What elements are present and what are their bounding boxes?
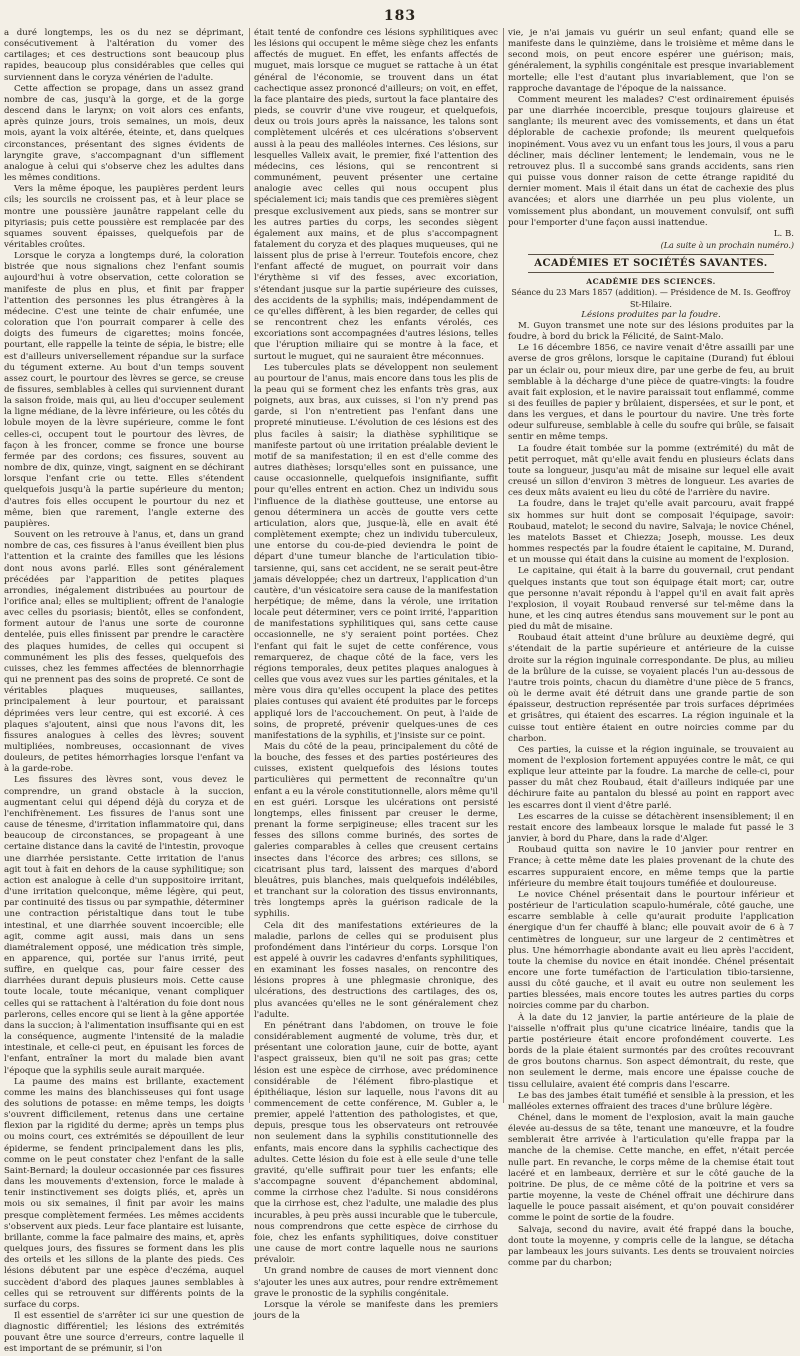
column-left bbox=[4, 28, 244, 1355]
column-divider bbox=[249, 28, 250, 1103]
paragraph: La paume des mains est brillante, exactement comme les mains des blanchisseuses qui font usage des solutions de potasse: en même temps, les doigts s'ouvrent difficilement, retenus dans une certaine flexion par la rigidité du derme; après un temps plus ou moins court, ces extrémités se dépouillent de leur épiderme, se fendent principalement dans les plis, comme on le peut constater chez l'enfant de la salle Saint-Bernard; la douleur occasionnée par ces fissures dans les mouvements d'extension, force le malade à tenir instinctivement ses doigts pliés, et, après un mois ou six semaines, il finit par avoir les mains presque complètement fermées. Les mêmes accidents s'observent aux pieds. Leur face plantaire est luisante, brillante, comme la face palmaire des mains, et, après quelques jours, des fissures se forment dans les plis des orteils et les sillons de la plante des pieds. Ces lésions débutent par une espèce d'eczéma, auquel succèdent d'abord des plaques jaunes semblables à celles qui se retrouvent sur différents points de la surface du corps. bbox=[4, 1076, 244, 1310]
paragraph: Souvent on les retrouve à l'anus, et, dans un grand nombre de cas, ces fissures à l'anus éveillent bien plus l'attention et la crainte des familles que les lésions dont nous avons parlé. Elles sont généralement précédées par l'apparition de petites plaques arrondies, inégalement distribuées au pourtour de l'orifice anal; elles se multiplient; offrent de l'analogie avec celles du psoriasis; bientôt, elles se confondent, forment autour de l'anus une sorte de couronne dentelée, puis elles finissent par prendre le caractère des plaques humides, de celles qui occupent si communément les plis des fesses, quelquefois des cuisses, chez les femmes affectées de blennorrhagie qui ne prennent pas des soins de propreté. Ce sont de véritables plaques muqueuses, saillantes, principalement à leur pourtour, et paraissant déprimées vers leur centre, qui est excorié. À ces plaques s'ajoutent, ainsi que nous l'avons dit, les fissures analogues à celles des lèvres; souvent multipliées, nombreuses, occasionnant de vives douleurs, de petites hémorrhagies lorsque l'enfant va à la garde-robe. bbox=[4, 530, 244, 775]
page-number: 183 bbox=[383, 8, 417, 24]
section-rule bbox=[528, 254, 774, 255]
paragraph: était tenté de confondre ces lésions syphilitiques avec les lésions qui occupent le même siège chez les enfants affectés de muguet. En effet, les enfants affectés de muguet, mais lorsque ce muguet se rattache à un état général de l'économie, se trouvent dans un état cachectique assez prononcé d'ailleurs; on voit, en effet, la face plantaire des pieds, surtout la face plantaire des pieds, se couvrir d'une vive rougeur, et quelquefois, deux ou trois jours après la naissance, les talons sont complètement ulcérés et ces ulcérations s'observent aussi à la peau des malléoles internes. Ces lésions, sur lesquelles Valleix avait, le premier, fixé l'attention des médecins, ces lésions, qui se rencontrent si communément, peuvent présenter une certaine analogie avec celles qui nous occupent plus spécialement ici; mais tandis que ces premières siègent presque exclusivement aux pieds, sans se montrer sur les autres parties du corps, les secondes siègent également aux mains, et de plus s'accompagnent fatalement du coryza et des plaques muqueuses, qui ne laissent plus de prise à l'erreur. Toutefois encore, chez l'enfant affecté de muguet, on pourrait voir dans l'érythème si vif des fesses, avec excoriation, s'étendant jusque sur la partie supérieure des cuisses, des accidents de la syphilis; mais, indépendamment de ce qu'elles diffèrent, à les bien regarder, de celles qui se rencontrent chez les enfants vérolés, ces excoriations sont accompagnées d'autres lésions, telles que l'éruption miliaire qui se montre à la face, et surtout le muguet, qui ne sauraient être méconnues. bbox=[254, 28, 498, 362]
column-middle bbox=[254, 28, 498, 1321]
article-subhead: Lésions produites par la foudre. bbox=[581, 309, 721, 320]
paragraph: M. Guyon transmet une note sur des lésions produites par la foudre, à bord du brick la Félicité, de Saint-Malo. bbox=[508, 320, 794, 343]
paragraph: Les fissures des lèvres sont, vous devez le comprendre, un grand obstacle à la succion, augmentant celui qui dépend déjà du coryza et de l'enchifrènement. Les fissures de l'anus sont une cause de ténesme, d'irritation inflammatoire qui, dans beaucoup de circonstances, se propageant à une certaine distance dans la cavité de l'intestin, provoque une diarrhée persistante. Cette irritation de l'anus agit tout à fait en dehors de la cause syphilitique; son action est analogue à celle d'un suppositoire irritant, d'une irritation quelconque, même légère, qui peut, par continuité des tissus ou par sympathie, déterminer une contraction péristaltique dans tout le tube intestinal, et une diarrhée souvent incoercible; elle agit, comme agit aussi, mais dans un sens diamétralement opposé, une médication très simple, en apparence, qui, portée sur l'anus irrité, peut suffire, en quelque cas, pour faire cesser des diarrhées durant depuis plusieurs mois. Cette cause toute locale, toute mécanique, venant compliquer celles qui se rattachent à l'altération du foie dont nous parlerons, celles encore qui se lient à la gêne apportée dans la succion; à l'alimentation insuffisante qui en est la conséquence, augmente l'intensité de la maladie intestinale, et celle-ci peut, en épuisant les forces de l'enfant, entraîner la mort du malade bien avant l'époque que la syphilis seule aurait marquée. bbox=[4, 775, 244, 1076]
paragraph: La foudre, dans le trajet qu'elle avait parcouru, avait frappé six hommes sur huit dont se composait l'équipage, savoir: Roubaud, matelot; le second du navire, Salvaja; le novice Chénel, les matelots Basset et Chiezza; Joseph, mousse. Les deux hommes respectés par la foudre étaient le capitaine, M. Durand, et un mousse qui était dans la cuisine au moment de l'explosion. bbox=[508, 499, 794, 566]
paragraph: Lorsque le coryza a longtemps duré, la coloration bistrée que nous signalions chez l'enfant soumis aujourd'hui à votre observation, cette coloration se manifeste de plus en plus, et finit par frapper l'attention des personnes les plus étrangères à la médecine. C'est une teinte de chair enfumée, une coloration que l'on pourrait comparer à celle des doigts des fumeurs de cigarettes; moins foncée, pourtant, elle rappelle la teinte de sépia, le bistre; elle est d'ailleurs universellement répandue sur la surface du tégument externe. Au bout d'un temps souvent assez court, le pourtour des lèvres se gerce, se creuse de fissures, semblables à celles qui surviennent durant la saison froide, mais qui, au lieu d'occuper seulement la ligne médiane, de la lèvre inférieure, ou les côtés du lobule moyen de la lèvre supérieure, comme le font celles-ci, occupent tout le pourtour des lèvres, de façon à les froncer, comme se fronce une bourse fermée par des cordons; ces fissures, souvent au nombre de dix, quinze, vingt, saignent en se déchirant lorsque l'enfant crie ou tette. Elles s'étendent quelquefois jusqu'à la partie supérieure du menton; d'autres fois elles occupent le pourtour du nez et même, bien que rarement, l'angle externe des paupières. bbox=[4, 251, 244, 529]
continuation-note: (La suite à un prochain numéro.) bbox=[660, 240, 794, 250]
paragraph: À la date du 12 janvier, la partie antérieure de la plaie de l'aisselle n'offrait plus qu'une cicatrice linéaire, tandis que la partie postérieure était encore profondément couverte. Les bords de la plaie étaient surmontés par des croûtes recouvrant de gros boutons charnus. Son aspect démontrait, du reste, que non seulement le derme, mais encore une épaisse couche de tissu cellulaire, avaient été compris dans l'escarre. bbox=[508, 1012, 794, 1090]
academy-heading: ACADÉMIE DES SCIENCES. bbox=[586, 277, 716, 287]
column-right bbox=[508, 28, 794, 1269]
section-title: ACADÉMIES ET SOCIÉTÉS SAVANTES. bbox=[534, 258, 768, 270]
paragraph: Chénel, dans le moment de l'explosion, avait la main gauche élevée au-dessus de sa tête, tenant une manœuvre, et la foudre semblerait être arrivée à l'articulation qu'elle frappa par la manche de la chemise. Cette manche, en effet, n'était percée nulle part. En revanche, le corps même de la chemise était tout lacéré et en lambeaux, derrière et sur le côté gauche de la poitrine. De plus, de ce même côté de la poitrine et vers sa partie moyenne, la veste de Chénel offrait une déchirure dans laquelle le pouce passait aisément, et qu'on pouvait considérer comme le point de sortie de la foudre. bbox=[508, 1113, 794, 1224]
paragraph: Ces parties, la cuisse et la région inguinale, se trouvaient au moment de l'explosion fortement appuyées contre le mât, ce qui explique leur atteinte par la foudre. La marche de celle-ci, pour passer du mât chez Roubaud, était d'ailleurs indiquée par une déchirure faite au pantalon du blessé au point en rapport avec les escarres dont il vient d'être parlé. bbox=[508, 744, 794, 811]
paragraph: Un grand nombre de causes de mort viennent donc s'ajouter les unes aux autres, pour rendre extrêmement grave le pronostic de la syphilis congénitale. bbox=[254, 1266, 498, 1299]
paragraph: Le 16 décembre 1856, ce navire venait d'être assailli par une averse de gros grêlons, lorsque le capitaine (Durand) fut ébloui par un éclair ou, pour mieux dire, par une gerbe de feu, au bruit semblable à la décharge d'une pièce de quatre-vingts: la foudre avait fait explosion, et le navire paraissait tout enflammé, comme si des feuilles de papier y brûlaient, dispersées, et sur le pont, et dans les vergues, et dans le pourtour du navire. Une très forte odeur sulfureuse, semblable à celle du soufre qui brûle, se faisait sentir en même temps. bbox=[508, 343, 794, 443]
paragraph: Vers la même époque, les paupières perdent leurs cils; les sourcils ne croissent pas, et à leur place se montre une poussière jaunâtre rappelant celle du pityriasis; puis cette poussière est remplacée par des squames souvent épaisses, quelquefois par de véritables croûtes. bbox=[4, 184, 244, 250]
paragraph: Le novice Chénel présentait dans le pourtour inférieur et postérieur de l'articulation scapulo-humérale, côté gauche, une escarre semblable à celle qu'aurait produite l'application énergique d'un fer chauffé à blanc; elle pouvait avoir de 6 à 7 centimètres de longueur, sur une largeur de 2 centimètres et plus. Une hémorrhagie abondante avait eu lieu après l'accident, toute la chemise du novice en était inondée. Chénel présentait encore une forte tuméfaction de l'articulation tibio-tarsienne, aussi du côté gauche, et il avait eu outre non seulement les parties blessées, mais encore toutes les autres parties du corps noircies comme par du charbon. bbox=[508, 889, 794, 1012]
column-divider bbox=[503, 28, 504, 1103]
section-rule bbox=[528, 272, 774, 273]
paragraph: vie, je n'ai jamais vu guérir un seul enfant; quand elle se manifeste dans le quinzième, dans le troisième et même dans le second mois, on peut encore espérer une guérison; mais, généralement, la syphilis congénitale est presque invariablement mortelle; elle l'est d'autant plus invariablement, que l'on se rapproche davantage de l'époque de la naissance. bbox=[508, 28, 794, 94]
paragraph: Le bas des jambes était tuméfié et sensible à la pression, et les malléoles externes offraient des traces d'une brûlure légère. bbox=[508, 1090, 794, 1112]
paragraph: Il est essentiel de s'arrêter ici sur une question de diagnostic différentiel; les lésions des extrémités pouvant être une source d'erreurs, contre laquelle il est important de se prémunir, si l'on bbox=[4, 1310, 244, 1355]
paragraph: Comment meurent les malades? C'est ordinairement épuisés par une diarrhée incoercible, presque toujours glaireuse et sanglante; ils meurent avec des vomissements, et dans un état déplorable de cachexie profonde; ils meurent quelquefois inopinément. Vous avez vu un enfant tous les jours, il vous a paru décliner, mais décliner lentement; le lendemain, vous ne le retrouvez plus. Il a succombé sans grands accidents, sans rien qui puisse vous donner raison de cette étrange rapidité du dernier moment. Mais il était dans un état de cachexie des plus avancées; et alors une diarrhée un peu plus violente, un vomissement plus abondant, un mouvement convulsif, ont suffi pour l'emporter d'une façon aussi inattendue. bbox=[508, 94, 794, 228]
paragraph: En pénétrant dans l'abdomen, on trouve le foie considérablement augmenté de volume, très dur, et présentant une coloration jaune, cuir de botte, ayant l'aspect graisseux, bien qu'il ne soit pas gras; cette lésion est une espèce de cirrhose, avec prédominence considérable de l'élément fibro-plastique et épithéliaque, lésion sur laquelle, nous l'avons dit au commencement de cette conférence, M. Gubler a, le premier, appelé l'attention des pathologistes, et que, depuis, presque tous les observateurs ont retrouvée non seulement dans la syphilis constitutionnelle des enfants, mais encore dans la syphilis cachectique des adultes. Cette lésion du foie est à elle seule d'une telle gravité, qu'elle suffirait pour tuer les enfants; elle s'accompagne souvent d'épanchement abdominal, comme la cirrhose chez l'adulte. Si nous considérons que la cirrhose est, chez l'adulte, une maladie des plus incurables, à peu près aussi incurable que le tubercule, nous comprendrons que cette espèce de cirrhose du foie, chez les enfants syphilitiques, doive constituer une cause de mort contre laquelle nous ne saurions prévaloir. bbox=[254, 1020, 498, 1266]
paragraph: Salvaja, second du navire, avait été frappé dans la bouche, dont toute la moyenne, y compris celle de la langue, se détacha par lambeaux les jours suivants. Les dents se trouvaient noircies comme par du charbon; bbox=[508, 1224, 794, 1269]
paragraph: Lorsque la vérole se manifeste dans les premiers jours de la bbox=[254, 1299, 498, 1321]
paragraph: Cette affection se propage, dans un assez grand nombre de cas, jusqu'à la gorge, et de la gorge descend dans le larynx; on voit alors ces enfants, après quinze jours, trois semaines, un mois, deux mois, ayant la voix altérée, éteinte, et, dans quelques circonstances, présentant des signes évidents de laryngite grave, s'accompagnant d'un sifflement analogue à celui qui s'observe chez les adultes dans les mêmes conditions. bbox=[4, 83, 244, 184]
paragraph: Le capitaine, qui était à la barre du gouvernail, crut pendant quelques instants que tout son équipage était mort; car, outre que personne n'avait répondu à l'appel qu'il en avait fait après l'explosion, il voyait Roubaud renversé sur tel-même dans la hune, et les cinq autres étendus sans mouvement sur le pont au pied du mât de misaine. bbox=[508, 566, 794, 633]
paragraph: Cela dit des manifestations extérieures de la maladie, parlons de celles qui se produisent plus profondément dans l'intérieur du corps. Lorsque l'on est appelé à ouvrir les cadavres d'enfants syphilitiques, en examinant les fosses nasales, on rencontre des lésions propres à une phlegmasie chronique, des ulcérations, des destructions des cartilages, des os, plus avancées qu'elles ne le sont généralement chez l'adulte. bbox=[254, 920, 498, 1020]
author-signature: L. B. bbox=[773, 228, 794, 239]
paragraph: Roubaud quitta son navire le 10 janvier pour rentrer en France; à cette même date les plaies provenant de la chute des escarres suppuraient encore, en même temps que la partie inférieure du membre était toujours tuméfiée et douloureuse. bbox=[508, 845, 794, 889]
paragraph: Les escarres de la cuisse se détachèrent insensiblement; il en restait encore des lambeaux lorsque le malade fut passé le 3 janvier, à bord du Phare, dans la rade d'Alger. bbox=[508, 811, 794, 845]
paragraph: Mais du côté de la peau, principalement du côté de la bouche, des fesses et des parties postérieures des cuisses, existent quelquefois des lésions toutes particulières qui permettent de reconnaître qu'un enfant a eu la vérole constitutionnelle, alors même qu'il en est guéri. Lorsque les ulcérations ont persisté longtemps, elles finissent par creuser le derme, prenant la forme serpigineuse; elles tracent sur les fesses des sillons comme burinés, des sortes de galeries comparables à celles que creusent certains insectes dans l'écorce des arbres; ces sillons, se cicatrisant plus tard, laissent des marques d'abord bleuâtres, puis blanches, mais quelquefois indélébiles, et tranchant sur la coloration des tissus environnants, très longtemps après la guérison radicale de la syphilis. bbox=[254, 742, 498, 920]
paragraph: La foudre était tombée sur la pomme (extrémité) du mât de petit perroquet, mât qu'elle avait fendu en plusieurs éclats dans toute sa longueur, jusqu'au mât de misaine sur lequel elle avait creusé un sillon d'environ 3 mètres de longueur. Les avaries de ces deux mâts avaient eu lieu du côté de l'arrière du navire. bbox=[508, 443, 794, 499]
paragraph: a duré longtemps, les os du nez se déprimant, consécutivement à l'altération du vomer des cartilages; et ces destructions sont beaucoup plus rapides, beaucoup plus considérables que celles qui surviennent dans le coryza vénérien de l'adulte. bbox=[4, 28, 244, 83]
paragraph: Roubaud était atteint d'une brûlure au deuxième degré, qui s'étendait de la partie supérieure et antérieure de la cuisse droite sur la région inguinale correspondante. De plus, au milieu de la brûlure de la cuisse, se voyaient placés l'un au-dessous de l'autre trois points, chacun du diamètre d'une pièce de 5 francs, où le derme avait été détruit dans une grande partie de son épaisseur, destruction représentée par trois surfaces déprimées et grisâtres, qui étaient des escarres. La région inguinale et la cuisse tout entière étaient en outre noircies comme par du charbon. bbox=[508, 633, 794, 744]
paragraph: Les tubercules plats se développent non seulement au pourtour de l'anus, mais encore dans tous les plis de la peau qui se forment chez les enfants très gras, aux poignets, aux bras, aux cuisses, si l'on n'y prend pas garde, si l'on n'entretient pas l'enfant dans une propreté minutieuse. L'évolution de ces lésions est des plus faciles à saisir; la diathèse syphilitique se manifeste partout où une irritation préalable devient le motif de sa manifestation; il en est d'elle comme des autres diathèses; lorsqu'elles sont en puissance, une cause occasionnelle, quelquefois insignifiante, suffit pour qu'elles entrent en action. Chez un individu sous l'influence de la diathèse goutteuse, une entorse au genou déterminera un accès de goutte vers cette articulation, alors que, jusque-là, elle en avait été complètement exempte; chez un individu tuberculeux, une entorse du cou-de-pied deviendra le point de départ d'une tumeur blanche de l'articulation tibio-tarsienne, qui, sans cet accident, ne se serait peut-être jamais développée; chez un dartreux, l'application d'un cautère, d'un vésicatoire sera cause de la manifestation herpétique; de même, dans la vérole, une irritation locale peut déterminer, vers ce point irrité, l'apparition de manifestations syphilitiques qui, sans cette cause occasionnelle, ne s'y seraient point portées. Chez l'enfant qui fait le sujet de cette conférence, vous remarquerez, de chaque côté de la face, vers les régions temporales, deux petites plaques analogues à celles que vous avez vues sur les parties génitales, et la mère vous dira qu'elles occupent la place des petites plaies contuses qui avaient été produites par le forceps appliqué lors de l'accouchement. On peut, à l'aide de soins, de propreté, prévenir quelques-unes de ces manifestations de la syphilis, et j'insiste sur ce point. bbox=[254, 362, 498, 741]
session-line: Séance du 23 Mars 1857 (addition). — Présidence de M. Is. Geoffroy St-Hilaire. bbox=[511, 288, 791, 309]
